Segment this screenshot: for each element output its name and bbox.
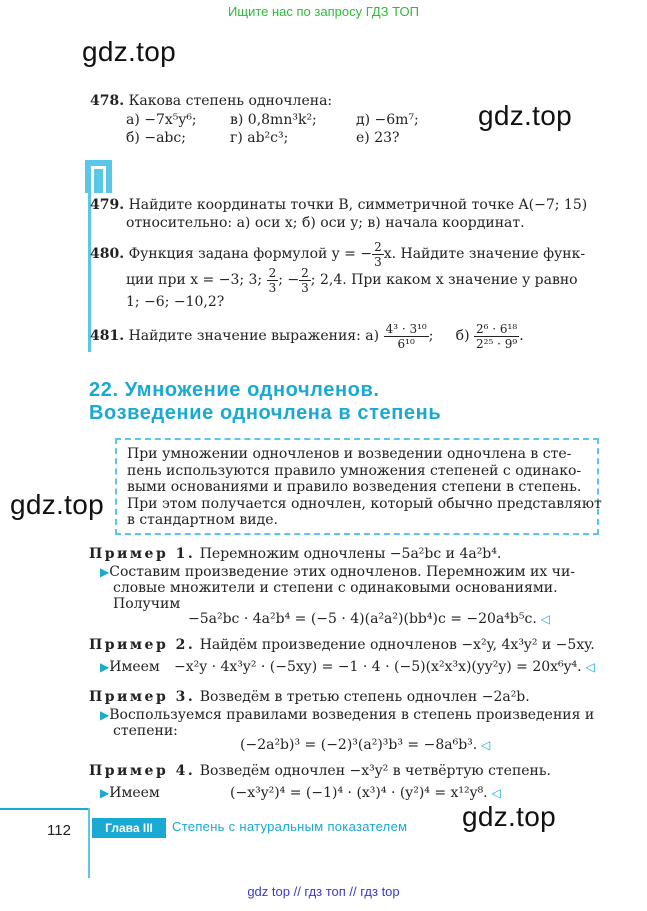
start-marker-icon: ▶ xyxy=(100,565,110,579)
start-marker-icon: ▶ xyxy=(100,660,110,674)
footer-rule xyxy=(0,808,88,810)
watermark: gdz.top xyxy=(82,36,176,67)
formula xyxy=(230,784,501,803)
line: Имеем xyxy=(109,785,160,801)
problem-text: Найдите координаты точки B, симметричной точке A(−7; 15) xyxy=(128,197,588,213)
numerator: 2 xyxy=(301,265,309,280)
problem-481 xyxy=(90,318,524,354)
problem-text: ; 2,4. При каком x значение y равно xyxy=(310,271,578,288)
denominator: 3 xyxy=(374,254,382,269)
line: Имеем xyxy=(109,659,160,675)
level-p-icon xyxy=(85,160,112,193)
example-text: Возведём в третью степень одночлен −2a²b. xyxy=(199,689,530,705)
formula-text: (−2a²b)³ = (−2)³(a²)³b³ = −8a⁶b³. xyxy=(240,737,478,753)
denominator: 3 xyxy=(268,280,277,295)
numerator: 2⁶ · 6¹⁸ xyxy=(476,321,518,336)
numerator: 2 xyxy=(268,265,277,280)
option: г) ab²c³; xyxy=(230,130,289,146)
problem-text: Найдите значение выражения: а) xyxy=(128,327,380,344)
problem-478 xyxy=(90,92,332,111)
problem-text: . xyxy=(519,327,524,344)
watermark: gdz.top xyxy=(10,489,104,520)
denominator: 2²⁵ · 9⁹ xyxy=(476,336,518,351)
option: д) −6m⁷; xyxy=(356,112,419,128)
example-text: Возведём одночлен −x³y² в четвёртую степень. xyxy=(199,763,551,779)
option: а) −7x⁵y⁶; xyxy=(126,112,197,128)
page-number: 112 xyxy=(47,822,71,839)
rule-line: пень используются правило умножения степеней с одинако- xyxy=(127,462,582,479)
start-marker-icon: ▶ xyxy=(100,708,110,722)
formula-text: −5a²bc · 4a²b⁴ = (−5 · 4)(a²a²)(bb⁴)c = −20a⁴b⁵c. xyxy=(188,611,537,627)
example-4 xyxy=(89,762,551,781)
problem-text: ; − xyxy=(278,271,300,288)
watermark: gdz.top xyxy=(462,801,556,832)
rule-line: При умножении одночленов и возведении одночлена в сте- xyxy=(127,446,572,462)
problem-text: 1; −6; −10,2? xyxy=(126,294,225,310)
problem-text: ; б) xyxy=(428,327,470,344)
problem-479 xyxy=(90,196,587,215)
problem-text: y = − xyxy=(331,245,373,262)
example-label: Пример 3. xyxy=(89,689,196,705)
numerator: 4³ · 3¹⁰ xyxy=(385,321,427,336)
fraction xyxy=(474,322,519,351)
section-title: 22. Умножение одночленов. xyxy=(89,379,380,401)
formula-text: (−x³y²)⁴ = (−1)⁴ · (x³)⁴ · (y²)⁴ = x¹²y⁸. xyxy=(230,785,488,801)
chapter-badge: Глава III xyxy=(92,818,166,838)
formula-text: −x²y · 4x³y² · (−5xy) = −1 · 4 · (−5)(x²x³x)(yy²y) = 20x⁶y⁴. xyxy=(174,659,582,675)
problem-text: Какова степень одночлена: xyxy=(128,93,333,109)
chapter-title: Степень с натуральным показателем xyxy=(172,819,408,834)
example-label: Пример 2. xyxy=(89,637,196,653)
formula xyxy=(188,610,550,629)
section-title: Возведение одночлена в степень xyxy=(89,402,442,424)
option: е) 23? xyxy=(356,130,400,146)
rule-line: При этом получается одночлен, который обычно представляют xyxy=(127,495,602,512)
example-text: Перемножим одночлены −5a²bc и 4a²b⁴. xyxy=(199,546,502,562)
end-marker-icon: ◁ xyxy=(487,786,501,800)
problem-text: относительно: а) оси x; б) оси y; в) начала координат. xyxy=(126,215,525,231)
problem-text: x. Найдите значение функ- xyxy=(383,245,586,262)
numerator: 2 xyxy=(374,239,382,254)
example-label: Пример 1. xyxy=(89,546,196,562)
footer-divider xyxy=(88,808,90,878)
rule-line: выми основаниями и правило возведения степени в степень. xyxy=(127,479,582,495)
example-text: словые множители и степени с одинаковыми основаниями. xyxy=(113,580,558,596)
problem-number: 479. xyxy=(90,197,125,213)
example-text xyxy=(100,784,160,803)
example-1 xyxy=(89,545,501,564)
watermark: gdz.top xyxy=(478,100,572,131)
line: Составим произведение этих одночленов. Перемножим их чи- xyxy=(109,564,576,580)
option: в) 0,8mn³k²; xyxy=(230,112,317,128)
formula xyxy=(240,736,490,755)
end-marker-icon: ◁ xyxy=(477,738,491,752)
rule-text xyxy=(127,446,602,529)
line: Воспользуемся правилами возведения в степень произведения и xyxy=(109,707,595,723)
problem-480-line2 xyxy=(126,266,578,294)
fraction xyxy=(384,322,429,351)
example-text: Найдём произведение одночленов −x²y, 4x³y² и −5xy. xyxy=(199,637,595,653)
end-marker-icon: ◁ xyxy=(536,612,550,626)
problem-text: Функция задана формулой xyxy=(128,245,328,262)
problem-number: 480. xyxy=(90,245,125,262)
problem-number: 478. xyxy=(90,93,125,109)
rule-line: в стандартном виде. xyxy=(127,512,278,528)
formula xyxy=(174,658,595,677)
example-3 xyxy=(89,688,530,707)
example-2 xyxy=(89,636,595,655)
fraction xyxy=(267,266,279,295)
fraction xyxy=(372,240,384,269)
problem-text: ции при x = −3; 3; xyxy=(126,271,263,288)
problem-480 xyxy=(90,239,586,269)
option: б) −abc; xyxy=(126,130,186,146)
example-text: Получим xyxy=(113,596,181,612)
example-text xyxy=(100,658,160,677)
end-marker-icon: ◁ xyxy=(581,660,595,674)
denominator: 3 xyxy=(301,280,309,295)
top-banner: Ищите нас по запросу ГДЗ ТОП xyxy=(228,4,419,19)
example-text: степени: xyxy=(113,723,178,739)
problem-number: 481. xyxy=(90,327,125,344)
fraction xyxy=(299,266,311,295)
example-label: Пример 4. xyxy=(89,763,196,779)
denominator: 6¹⁰ xyxy=(397,336,415,351)
start-marker-icon: ▶ xyxy=(100,786,110,800)
bottom-banner: gdz top // гдз топ // гдз top xyxy=(247,884,400,899)
